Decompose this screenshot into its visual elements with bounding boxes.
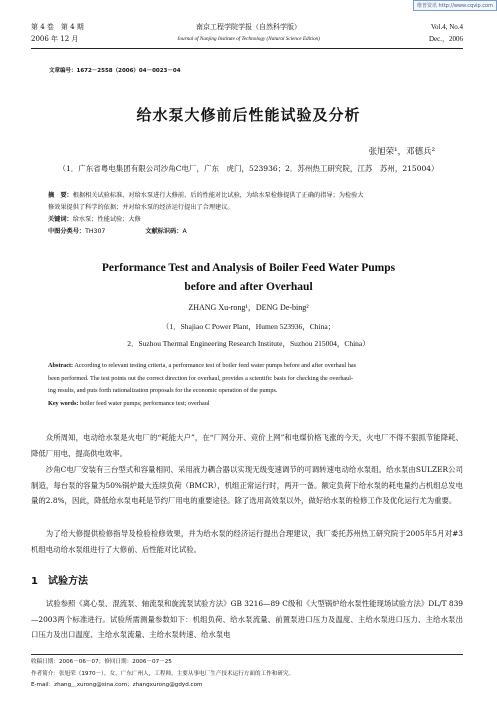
authors-cn: 张旭荣¹，邓德兵² [368, 147, 435, 157]
header-date-en: Dec.，2006 [428, 35, 463, 43]
keywords-en-label: Key words: [48, 399, 79, 407]
footnote-rule [31, 654, 463, 655]
header-rule [31, 48, 463, 49]
footnote-email: E-mail：zhang＿xurong@sina.com；zhangxurong@gdyd.com [31, 682, 203, 688]
body-paragraph-4: 试验参照《离心泵、混流泵、轴流泵和旋流泵试验方法》GB 3216—89 C级和《大型锅炉给水泵性能现场试验方法》DL/T 839—2003两个标准进行。试验所需测量参数如下：机组负荷、给水泵流量、前置泵进口压力及温度、主给水泵进口压力、主给水泵出口压力及出口温度、主给水泵流量、主给水泵转速、给水泵电 [31, 599, 463, 639]
abstract-en-line2: been performed. The test points out the correct direction for overhaul, provides a scientific basis for checking the overhaul- [48, 374, 354, 382]
abstract-en-line3: ing results, and puts forth rationalization proposals for the economic operation of the pumps. [48, 387, 278, 394]
watermark-badge[interactable]: 维普资讯 http://www.cqvip.com [413, 0, 497, 11]
clc-value: TH307 [85, 228, 106, 235]
doc-code-value: A [182, 228, 187, 235]
page-title: 给水泵大修前后性能试验及分析 [136, 106, 361, 124]
title-en-line1: Performance Test and Analysis of Boiler Feed Water Pumps [101, 262, 396, 274]
body-paragraph-2: 沙角C电厂安装有三台型式和容量相同、采用液力耦合器以实现无级变速调节的可调转速电动给水泵组。给水泵由SULZER公司制造，每台泵的容量为50%锅炉最大连续负荷（BMCR），机组正常运行时，两开一备。额定负荷下给水泵的耗电量约占机组总发电量的2.8%，因此，降低给水泵电耗是节约厂用电的重要途径。除了选用高效泵以外，做好给水泵的检修工作及优化运行尤为重要。 [31, 465, 463, 505]
footnote-received: 收稿日期：2006－06－07；修回日期：2006－07－25 [31, 659, 172, 665]
abstract-cn-line1: 根据相关试验标准，对给水泵进行大修前、后的性能对比试验，为给水泵检修提供了正确的指导；为检验大 [72, 192, 364, 199]
header-volume: 第 4 卷 第 4 期 [31, 23, 84, 31]
footnotes [31, 657, 463, 692]
body-paragraph-1: 众所周知，电动给水泵是火电厂的“耗能大户”，在“厂网分开、竞价上网”和电煤价格飞涨的今天，火电厂不得不狠抓节能降耗、降低厂用电、提高供电效率。 [31, 433, 463, 458]
article-number: 文章编号：1672－2558（2006）04－0023－04 [49, 68, 181, 74]
doc-code-label: 文献标识码： [145, 228, 183, 235]
affiliation-cn: （1．广东省粤电集团有限公司沙角C电厂，广东 虎门，523936；2．苏州热工研究院，江苏 苏州，215004） [58, 164, 439, 173]
header-vol-en: Vol.4, No.4 [430, 23, 463, 31]
keywords-en: boiler feed water pumps; performance test; overhaul [79, 399, 210, 407]
body-paragraph-3: 为了给大修提供检修指导及检验检修效果，并为给水泵的经济运行提出合理建议，我厂委托苏州热工研究院于2005年5月对#3机组电动给水泵组进行了大修前、后性能对比试验。 [31, 529, 463, 554]
affiliation-en-2: 2．Suzhou Thermal Engineering Research Institute，Suzhou 215004，China） [127, 339, 370, 348]
affiliation-en-1: （1．Shajiao C Power Plant，Humen 523936，China； [161, 322, 336, 331]
header-journal-en: Journal of Nanjing Institute of Technology (Natural Science Edition) [177, 36, 320, 42]
section-heading-1: 1 试验方法 [31, 576, 88, 587]
header-date: 2006 年 12 月 [31, 35, 79, 43]
title-en-line2: before and after Overhaul [184, 281, 313, 293]
abstract-cn-label: 摘 要： [48, 192, 73, 199]
keywords-cn-label: 关键词： [48, 216, 73, 223]
authors-en: ZHANG Xu-rong¹，DENG De-bing² [188, 303, 309, 312]
footnote-author: 作者简介：张旭荣（1970－），女，广东广州人，工程师，主要从事电厂生产技术运行方面的工作和研究。 [31, 670, 295, 677]
abstract-cn [48, 190, 460, 238]
clc-label: 中图分类号： [48, 228, 86, 235]
abstract-cn-line2: 修效果提供了科学的依据；并对给水泵的经济运行提出了合理建议。 [48, 204, 234, 211]
abstract-en-line1: According to relevant testing criteria, a performance test of boiler feed water pumps before and after overhaul has [74, 362, 357, 369]
header-journal-cn: 南京工程学院学报（自然科学版） [196, 23, 301, 31]
abstract-en-label: Abstract: [48, 362, 74, 369]
keywords-cn: 给水泵；性能试验；大修 [72, 216, 141, 223]
abstract-en [48, 360, 460, 410]
